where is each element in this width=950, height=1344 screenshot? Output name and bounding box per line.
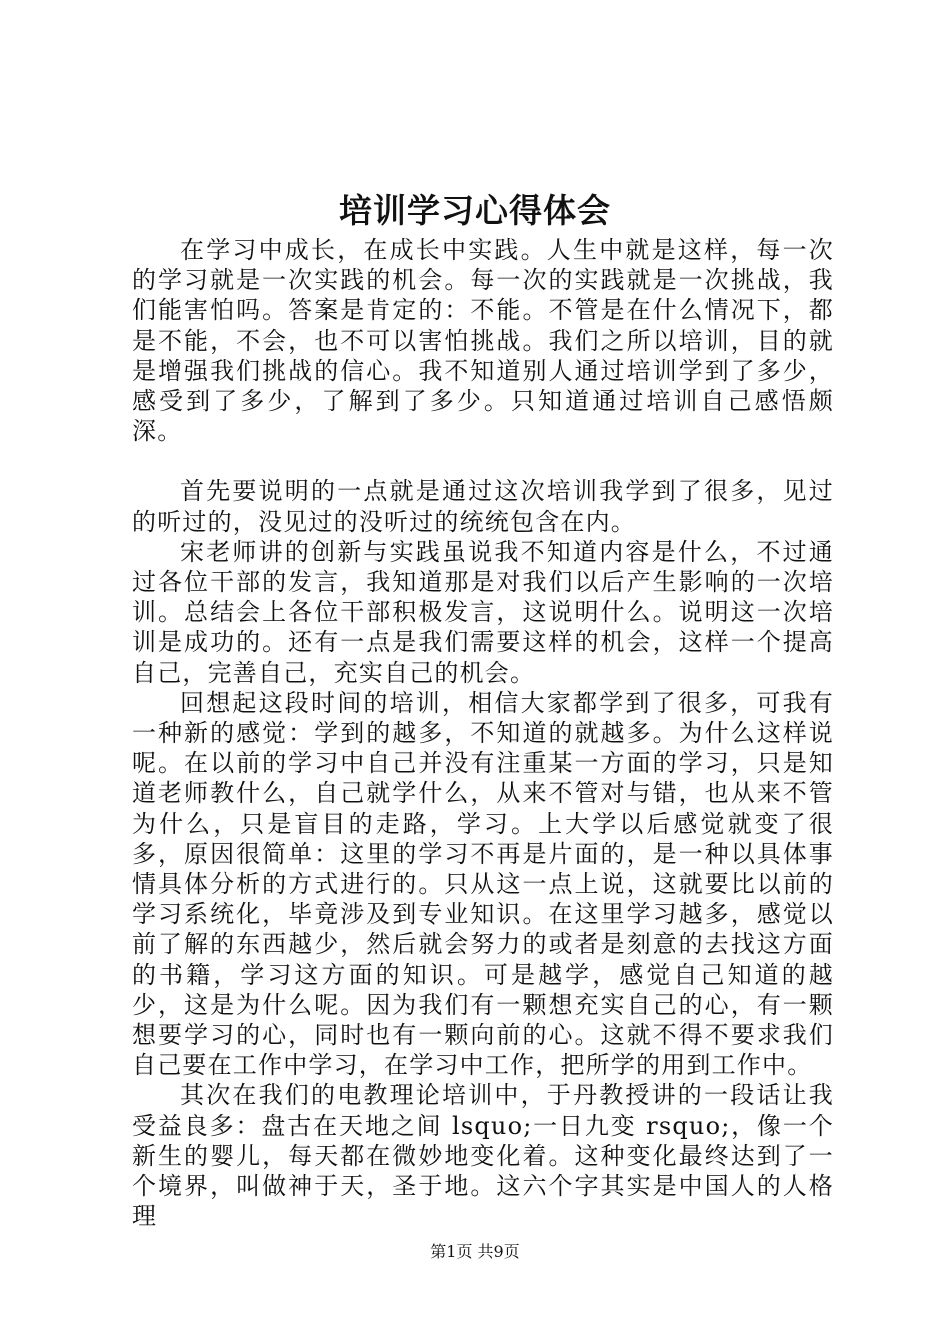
paragraph-intro: 在学习中成长，在成长中实践。人生中就是这样，每一次的学习就是一次实践的机会。每一次的实践就是一次挑战，我们能害怕吗。答案是肯定的：不能。不管是在什么情况下，都是不能，不会，也不可以害怕挑战。我们之所以培训，目的就是增强我们挑战的信心。我不知道别人通过培训学到了多少，感受到了多少，了解到了多少。只知道通过培训自己感悟颇深。 — [132, 236, 834, 446]
document-body — [132, 235, 834, 1232]
paragraph-first-point: 首先要说明的一点就是通过这次培训我学到了很多，见过的听过的，没见过的没听过的统统包含在内。 — [132, 477, 834, 536]
paragraph-theory-training: 其次在我们的电教理论培训中，于丹教授讲的一段话让我受益良多：盘古在天地之间 lsquo;一日九变 rsquo;，像一个新生的婴儿，每天都在微妙地变化着。这种变化最终达到了一个境界，叫做神于天，圣于地。这六个字其实是中国人的人格理 — [132, 1081, 834, 1231]
paragraph-innovation: 宋老师讲的创新与实践虽说我不知道内容是什么，不过通过各位干部的发言，我知道那是对我们以后产生影响的一次培训。总结会上各位干部积极发言，这说明什么。说明这一次培训是成功的。还有一点是我们需要这样的机会，这样一个提高自己，完善自己，充实自己的机会。 — [132, 537, 834, 687]
page-title: 培训学习心得体会 — [339, 191, 611, 230]
paragraph-reflection: 回想起这段时间的培训，相信大家都学到了很多，可我有一种新的感觉：学到的越多，不知道的就越多。为什么这样说呢。在以前的学习中自己并没有注重某一方面的学习，只是知道老师教什么，自己就学什么，从来不管对与错，也从来不管为什么，只是盲目的走路，学习。上大学以后感觉就变了很多，原因很简单：这里的学习不再是片面的，是一种以具体事情具体分析的方式进行的。只从这一点上说，这就要比以前的学习系统化，毕竟涉及到专业知识。在这里学习越多，感觉以前了解的东西越少，然后就会努力的或者是刻意的去找这方面的书籍，学习这方面的知识。可是越学，感觉自己知道的越少，这是为什么呢。因为我们有一颗想充实自己的心，有一颗想要学习的心，同时也有一颗向前的心。这就不得不要求我们自己要在工作中学习，在学习中工作，把所学的用到工作中。 — [132, 688, 834, 1080]
page-footer: 第1页 共9页 — [430, 1242, 520, 1261]
